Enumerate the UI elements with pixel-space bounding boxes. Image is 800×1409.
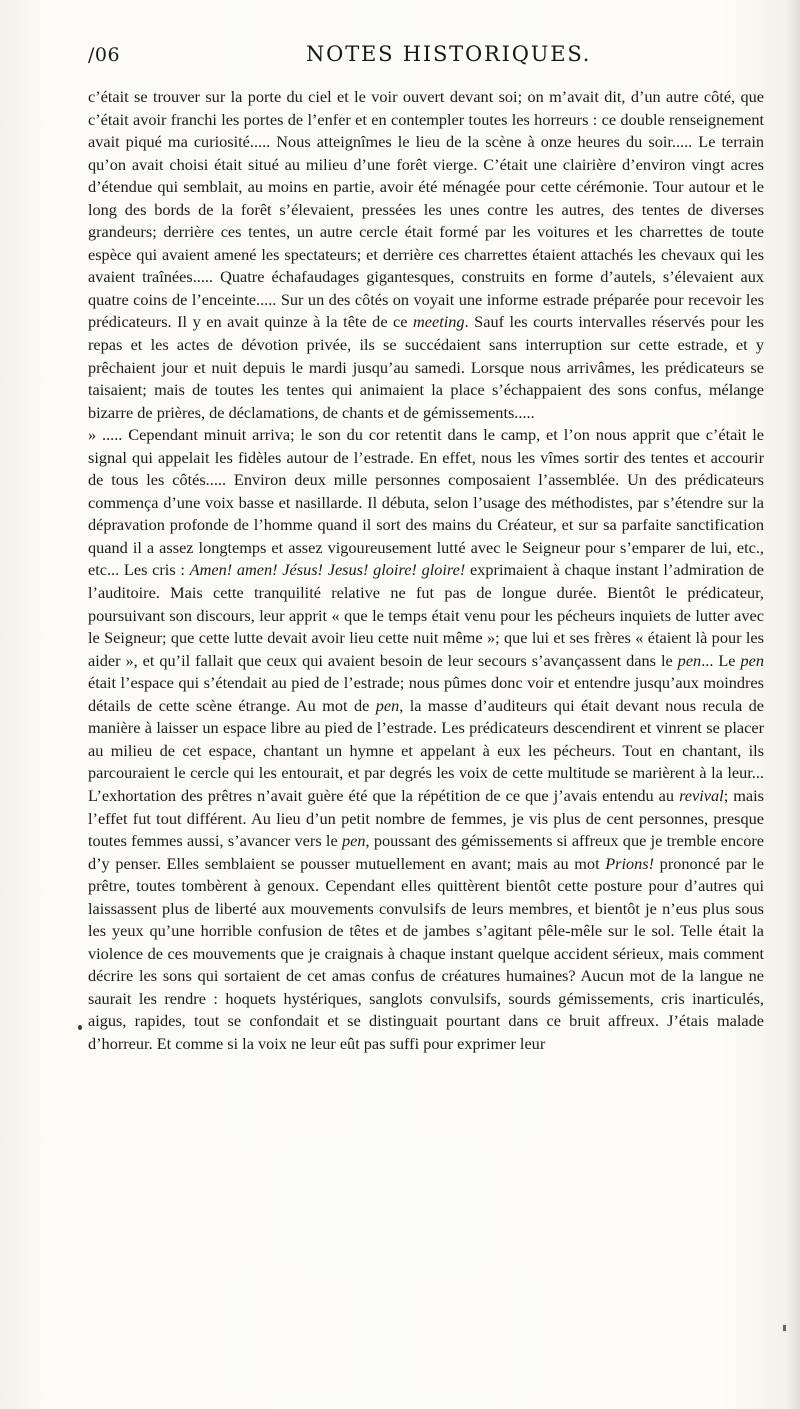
italic-run: pen [740,650,764,670]
italic-run: revival [679,785,724,805]
text-run: exprimaient à chaque instant l’admiration de l’auditoire. Mais cette tranquilité relative ne fut pas de longue durée. Bientôt le prédicateur, poursuivant son discours, leur apprit « que le temps était venu pour les pécheurs inquiets de lutter avec le Seigneur; que cette lutte devait avoir lieu cette nuit même »; que lui et ses frères « étaient là pour les aider », et qu’il fallait que ceux qui avaient besoin de leur secours s’avançassent dans le [88,560,765,670]
text-run: » ..... Cependant minuit arriva; le son du cor retentit dans le camp, et l’on nous apprit que c’était le signal qui appelait les fidèles autour de l’estrade. En effet, nous les vîmes sortir des tentes et accourir de tous les côtés..... Environ deux mille personnes composaient l’assemblée. Un des prédicateurs commença d’une voix basse et nasillarde. Il débuta, selon l’usage des méthodistes, par s’étendre sur la dépravation profonde de l’homme quand il sort des mains du Créateur, et sur sa parfaite sanctification quand il a assez longtemps et assez vigoureusement lutté avec le Seigneur pour s’emparer de lui, etc., etc... Les cris : [88,425,764,580]
text-run: c’était se trouver sur la porte du ciel et le voir ouvert devant soi; on m’avait dit, d’un autre côté, que c’était avoir franchi les portes de l’enfer et en contempler toutes les horreurs : ce double renseignement avait piqué ma curiosité..... Nous atteignîmes le lieu de la scène à onze heures du soir..... Le terrain qu’on avait choisi était situé au milieu d’une forêt vierge. C’était une clairière d’environ vingt acres d’étendue qui semblait, au moins en partie, avoir été ménagée pour cette cérémonie. Tour autour et le long des bords de la forêt s’élevaient, pressées les unes contre les autres, des tentes de diverses grandeurs; derrière ces tentes, un autre cercle était formé par les voitures et les charrettes de toute espèce qui avaient amené les spectateurs; et derrière ces charrettes étaient attachés les chevaux qui les avaient traînées..... Quatre échafaudages gigantesques, construits en forme d’autels, s’élevaient aux quatre coins de l’enceinte..... Sur un des côtés on voyait une informe estrade préparée pour recevoir les prédicateurs. Il y en avait quinze à la tête de ce [88,87,764,332]
margin-mark [78,1025,82,1030]
italic-run: meeting [413,312,465,332]
text-run: . Sauf les courts intervalles réservés pour les repas et les actes de dévotion privée, ils se succédaient sans interruption sur cette estrade, et y prêchaient jour et nuit depuis le mardi jusqu’au samedi. Lorsque nous arrivâmes, les prédicateurs se taisaient; mais de toutes les tentes qui animaient la place s’échappaient des sons confus, mélange bizarre de prières, de déclamations, de chants et de gémissements..... [88,312,765,422]
text-run: , poussant des gémissements si affreux que je tremble encore d’y penser. Elles semblaient se pousser mutuellement en avant; mais au mot [88,831,764,873]
text-run: ... Le [701,650,741,670]
page-number: /06 [88,44,121,66]
italic-run: pen [677,650,702,670]
italic-run: Prions! [605,853,655,873]
italic-run: pen [375,695,400,715]
text-run: était l’espace qui s’étendait au pied de l’estrade; nous pûmes donc voir et entendre jusqu’aux moindres détails de cette scène étrange. Au mot de [88,673,764,715]
text-run: ; mais l’effet fut tout différent. Au lieu d’un petit nombre de femmes, je vis plus de cent personnes, presque toutes femmes aussi, s’avancer vers le [88,785,764,851]
italic-run: Amen! amen! Jésus! Jesus! gloire! gloire! [189,560,466,580]
margin-mark [783,1325,786,1331]
paragraph [88,86,764,424]
text-run: , la masse d’auditeurs qui était devant nous recula de manière à laisser un espace libre au pied de l’estrade. Les prédicateurs descendirent et vinrent se placer au milieu de cet espace, chantant un hymne et appelant à eux les pécheurs. Tout en chantant, ils parcouraient le cercle qui les entourait, et par degrés les voix de cette multitude se marièrent à la leur... L’exhortation des prêtres n’avait guère été que la répétition de ce que j’avais entendu au [88,695,764,805]
italic-run: pen [341,831,366,851]
paragraph [88,424,764,1055]
page-edge-shadow [786,0,800,1409]
body-text [88,86,764,1056]
text-run: prononcé par le prêtre, toutes tombèrent à genoux. Cependant elles quittèrent bientôt cette posture pour d’autres qui laissassent plus de liberté aux mouvements convulsifs de leurs membres, et bientôt je n’eus plus sous les yeux qu’une horrible confusion de têtes et de jambes s’agitant pêle-mêle sur le sol. Telle était la violence de ces mouvements que je craignais à chaque instant quelque accident sérieux, mais comment décrire les sons qui sortaient de cet amas confus de créatures humaines? Aucun mot de la langue ne saurait les rendre : hoquets hystériques, sanglots convulsifs, sourds gémissements, cris inarticulés, aigus, rapides, tout se confondait et se distinguait pourtant dans ce bruit affreux. J’étais malade d’horreur. Et comme si la voix ne leur eût pas suffi pour exprimer leur [88,853,765,1053]
running-title: NOTES HISTORIQUES. [306,42,592,66]
page-header [88,42,758,72]
